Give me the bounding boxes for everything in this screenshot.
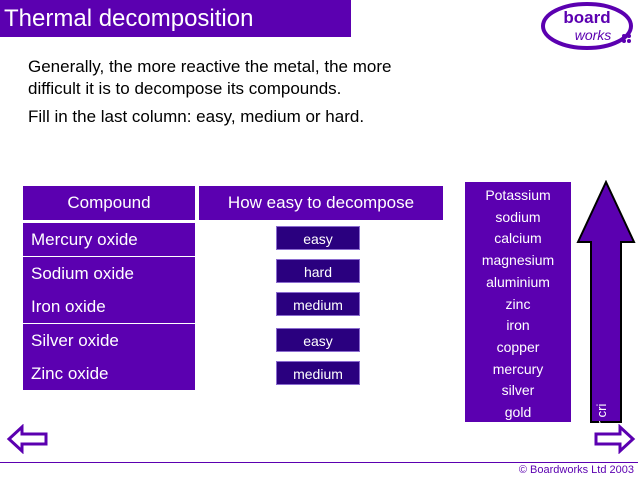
list-item: copper [496,338,540,355]
footer-divider [0,462,638,463]
answer-box[interactable]: easy [276,226,360,250]
answer-box[interactable]: medium [276,361,360,385]
column-header-compound: Compound [23,186,195,220]
copyright-text: © Boardworks Ltd 2003 [518,464,634,476]
boardworks-logo [538,2,636,54]
intro-text [28,56,448,134]
list-item: aluminium [486,273,550,290]
column-header-ease: How easy to decompose [199,186,443,220]
table-row-compound: Silver oxide [23,324,195,357]
table-row-compound: Iron oxide [23,290,195,323]
table-row-compound: Zinc oxide [23,357,195,390]
list-item: sodium [495,208,541,225]
list-item: mercury [492,360,544,377]
list-item: calcium [494,230,542,247]
list-item: zinc [505,295,531,312]
instruction-paragraph: Fill in the last column: easy, medium or hard. [28,107,365,126]
intro-paragraph: Generally, the more reactive the metal, the more difficult it is to decompose its compounds. [28,57,392,98]
list-item: gold [504,404,532,421]
logo-works-text: works [574,27,612,43]
list-item: iron [506,317,530,334]
page-title: Thermal decomposition [0,0,351,37]
table-row-compound: Mercury oxide [23,223,195,256]
answer-box[interactable]: easy [276,328,360,352]
list-item: silver [501,382,535,399]
table-row-compound: Sodium oxide [23,257,195,290]
reactivity-series-list [465,182,571,422]
answer-box[interactable]: medium [276,292,360,316]
arrow-label: lower cri [594,403,609,452]
logo-board-text: board [563,8,611,27]
arrow-left-icon[interactable] [6,424,50,454]
answer-box[interactable]: hard [276,259,360,283]
arrow-right-icon[interactable] [592,424,636,454]
list-item: magnesium [481,252,555,269]
list-item: Potassium [485,187,551,203]
